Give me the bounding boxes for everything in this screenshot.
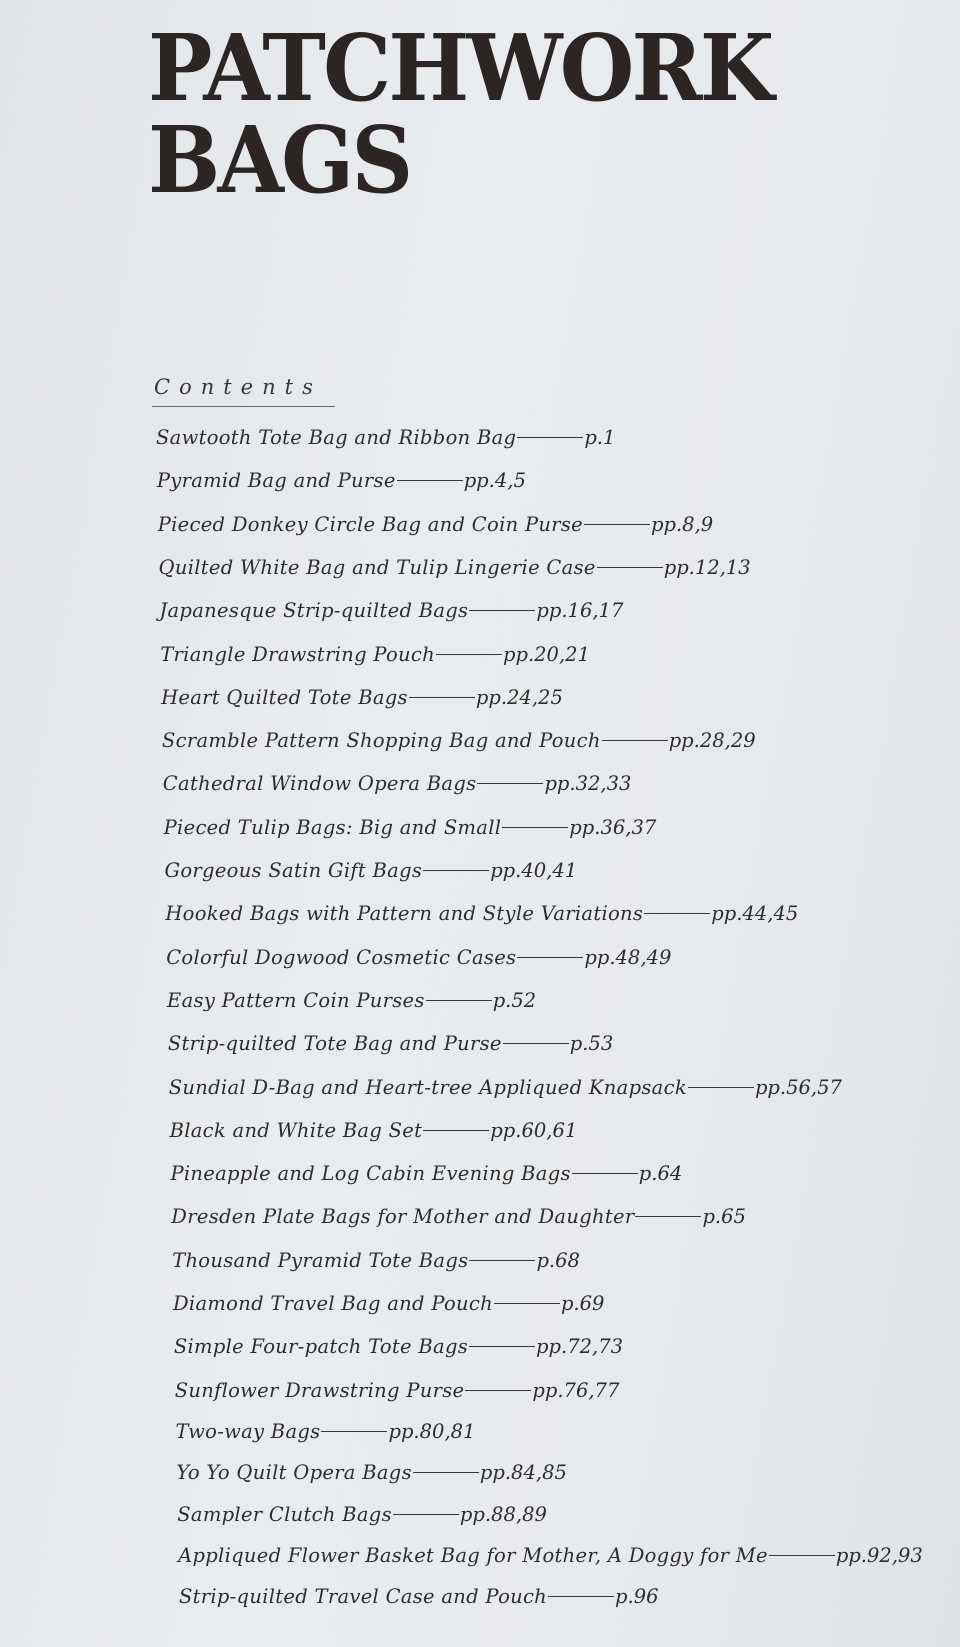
- toc-entry: [161, 686, 563, 710]
- toc-leader-line: [321, 1431, 387, 1432]
- toc-entry: [160, 643, 590, 667]
- toc-entry-page: pp.16,17: [536, 599, 624, 623]
- toc-entry-title: Two-way Bags: [175, 1419, 321, 1443]
- toc-leader-line: [502, 827, 568, 828]
- toc-entry: [165, 859, 578, 883]
- toc-entry-page: pp.12,13: [663, 555, 751, 579]
- toc-entry-title: Black and White Bag Set: [169, 1118, 423, 1142]
- toc-entry: [167, 989, 536, 1013]
- toc-entry-title: Pieced Donkey Circle Bag and Coin Purse: [157, 512, 584, 536]
- toc-entry: [165, 902, 798, 926]
- toc-leader-line: [517, 957, 583, 958]
- toc-leader-line: [426, 1000, 492, 1001]
- book-title-line-1: PATCHWORK: [148, 14, 772, 122]
- toc-entry-title: Strip-quilted Tote Bag and Purse: [167, 1032, 502, 1056]
- toc-entry-title: Sunflower Drawstring Purse: [174, 1378, 465, 1402]
- toc-entry: [174, 1335, 623, 1359]
- toc-entry: [164, 816, 657, 840]
- toc-leader-line: [584, 524, 650, 525]
- toc-entry: [156, 426, 615, 450]
- toc-entry: [157, 469, 526, 493]
- toc-entry-title: Pineapple and Log Cabin Evening Bags: [170, 1162, 571, 1186]
- toc-entry-title: Diamond Travel Bag and Pouch: [173, 1292, 493, 1315]
- toc-entry-title: Triangle Drawstring Pouch: [160, 642, 435, 666]
- toc-leader-line: [409, 697, 475, 698]
- toc-leader-line: [548, 1596, 614, 1597]
- toc-entry-title: Yo Yo Quilt Opera Bags: [176, 1461, 412, 1485]
- toc-entry: [176, 1420, 476, 1444]
- toc-entry: [169, 1076, 842, 1100]
- toc-leader-line: [644, 913, 710, 914]
- toc-entry-title: Pieced Tulip Bags: Big and Small: [163, 815, 502, 839]
- toc-entry: [166, 946, 671, 970]
- toc-entry-page: pp.88,89: [459, 1502, 547, 1526]
- toc-leader-line: [635, 1216, 701, 1217]
- toc-entry-page: p.65: [702, 1205, 746, 1229]
- toc-entry-page: pp.36,37: [569, 815, 657, 839]
- toc-leader-line: [469, 1260, 535, 1261]
- toc-entry-title: Japanesque Strip-quilted Bags: [159, 599, 469, 623]
- toc-entry-page: pp.92,93: [835, 1543, 923, 1567]
- toc-entry: [159, 599, 623, 623]
- toc-entry: [168, 1032, 613, 1056]
- toc-leader-line: [477, 783, 543, 784]
- toc-entry-page: p.96: [615, 1585, 659, 1609]
- toc-entry-title: Pyramid Bag and Purse: [156, 469, 396, 493]
- toc-leader-line: [393, 1514, 459, 1515]
- toc-entry-page: pp.76,77: [532, 1378, 620, 1402]
- toc-entry-page: pp.72,73: [536, 1335, 624, 1359]
- toc-entry-page: pp.4,5: [463, 469, 526, 493]
- toc-entry-page: p.68: [536, 1248, 580, 1272]
- toc-entry-page: pp.80,81: [388, 1419, 476, 1443]
- toc-entry-title: Colorful Dogwood Cosmetic Cases: [166, 945, 517, 969]
- book-title-line-2: BAGS: [148, 106, 411, 214]
- toc-entry-page: p.53: [569, 1032, 614, 1056]
- toc-leader-line: [597, 567, 663, 568]
- toc-leader-line: [397, 480, 463, 481]
- toc-entry: [158, 513, 714, 537]
- toc-entry-page: pp.32,33: [544, 772, 632, 796]
- toc-leader-line: [469, 610, 535, 611]
- toc-leader-line: [503, 1043, 569, 1044]
- toc-leader-line: [572, 1173, 638, 1174]
- toc-entry: [170, 1119, 578, 1143]
- toc-entry-title: Hooked Bags with Pattern and Style Variations: [165, 902, 644, 926]
- toc-leader-line: [494, 1303, 560, 1304]
- toc-entry-title: Dresden Plate Bags for Mother and Daughter: [171, 1205, 635, 1229]
- toc-entry: [163, 772, 632, 796]
- toc-entry-title: Quilted White Bag and Tulip Lingerie Case: [158, 555, 596, 579]
- toc-leader-line: [688, 1087, 754, 1088]
- toc-entry: [178, 1544, 923, 1568]
- toc-leader-line: [465, 1390, 531, 1391]
- toc-entry-title: Easy Pattern Coin Purses: [167, 988, 425, 1012]
- toc-entry-title: Cathedral Window Opera Bags: [162, 772, 477, 796]
- toc-entry: [173, 1292, 604, 1316]
- toc-entry-title: Gorgeous Satin Gift Bags: [164, 859, 423, 882]
- toc-leader-line: [423, 870, 489, 871]
- toc-entry: [159, 556, 751, 580]
- toc-entry-title: Sampler Clutch Bags: [177, 1502, 392, 1526]
- toc-leader-line: [423, 1130, 489, 1131]
- toc-entry-page: pp.24,25: [475, 685, 563, 709]
- toc-entry-title: Scramble Pattern Shopping Bag and Pouch: [161, 729, 601, 753]
- toc-entry-page: p.52: [492, 988, 537, 1012]
- contents-heading: Contents: [154, 375, 322, 399]
- toc-entry-title: Strip-quilted Travel Case and Pouch: [178, 1585, 548, 1609]
- toc-leader-line: [769, 1555, 835, 1556]
- toc-entry: [176, 1461, 567, 1485]
- toc-entry-title: Appliqued Flower Basket Bag for Mother, A Doggy for Me: [178, 1543, 768, 1567]
- toc-entry-page: pp.48,49: [584, 945, 672, 969]
- toc-entry: [170, 1162, 682, 1186]
- toc-entry-page: pp.56,57: [754, 1075, 842, 1099]
- toc-leader-line: [436, 654, 502, 655]
- toc-entry-page: pp.44,45: [711, 902, 799, 926]
- toc-entry: [162, 729, 756, 753]
- toc-entry-title: Sundial D-Bag and Heart-tree Appliqued Knapsack: [168, 1075, 687, 1099]
- toc-entry: [179, 1585, 659, 1609]
- toc-entry: [175, 1379, 620, 1403]
- toc-entry-title: Simple Four-patch Tote Bags: [173, 1335, 469, 1359]
- toc-entry-page: pp.40,41: [490, 859, 578, 882]
- toc-entry-title: Thousand Pyramid Tote Bags: [172, 1248, 469, 1272]
- toc-entry: [172, 1249, 580, 1273]
- toc-leader-line: [602, 740, 668, 741]
- toc-entry-page: p.64: [638, 1162, 683, 1186]
- toc-entry-page: pp.20,21: [502, 642, 590, 666]
- toc-entry-page: pp.28,29: [668, 729, 756, 753]
- toc-leader-line: [517, 437, 583, 438]
- toc-entry: [177, 1503, 547, 1527]
- toc-entry-title: Sawtooth Tote Bag and Ribbon Bag: [156, 426, 517, 449]
- toc-entry-page: p.69: [560, 1292, 605, 1315]
- toc-entry-page: pp.60,61: [490, 1118, 578, 1142]
- toc-entry: [171, 1205, 746, 1229]
- toc-leader-line: [413, 1472, 479, 1473]
- toc-leader-line: [469, 1346, 535, 1347]
- toc-entry-page: p.1: [584, 426, 616, 449]
- toc-entry-page: pp.84,85: [479, 1461, 567, 1485]
- toc-entry-page: pp.8,9: [651, 512, 714, 536]
- toc-entry-title: Heart Quilted Tote Bags: [161, 685, 408, 709]
